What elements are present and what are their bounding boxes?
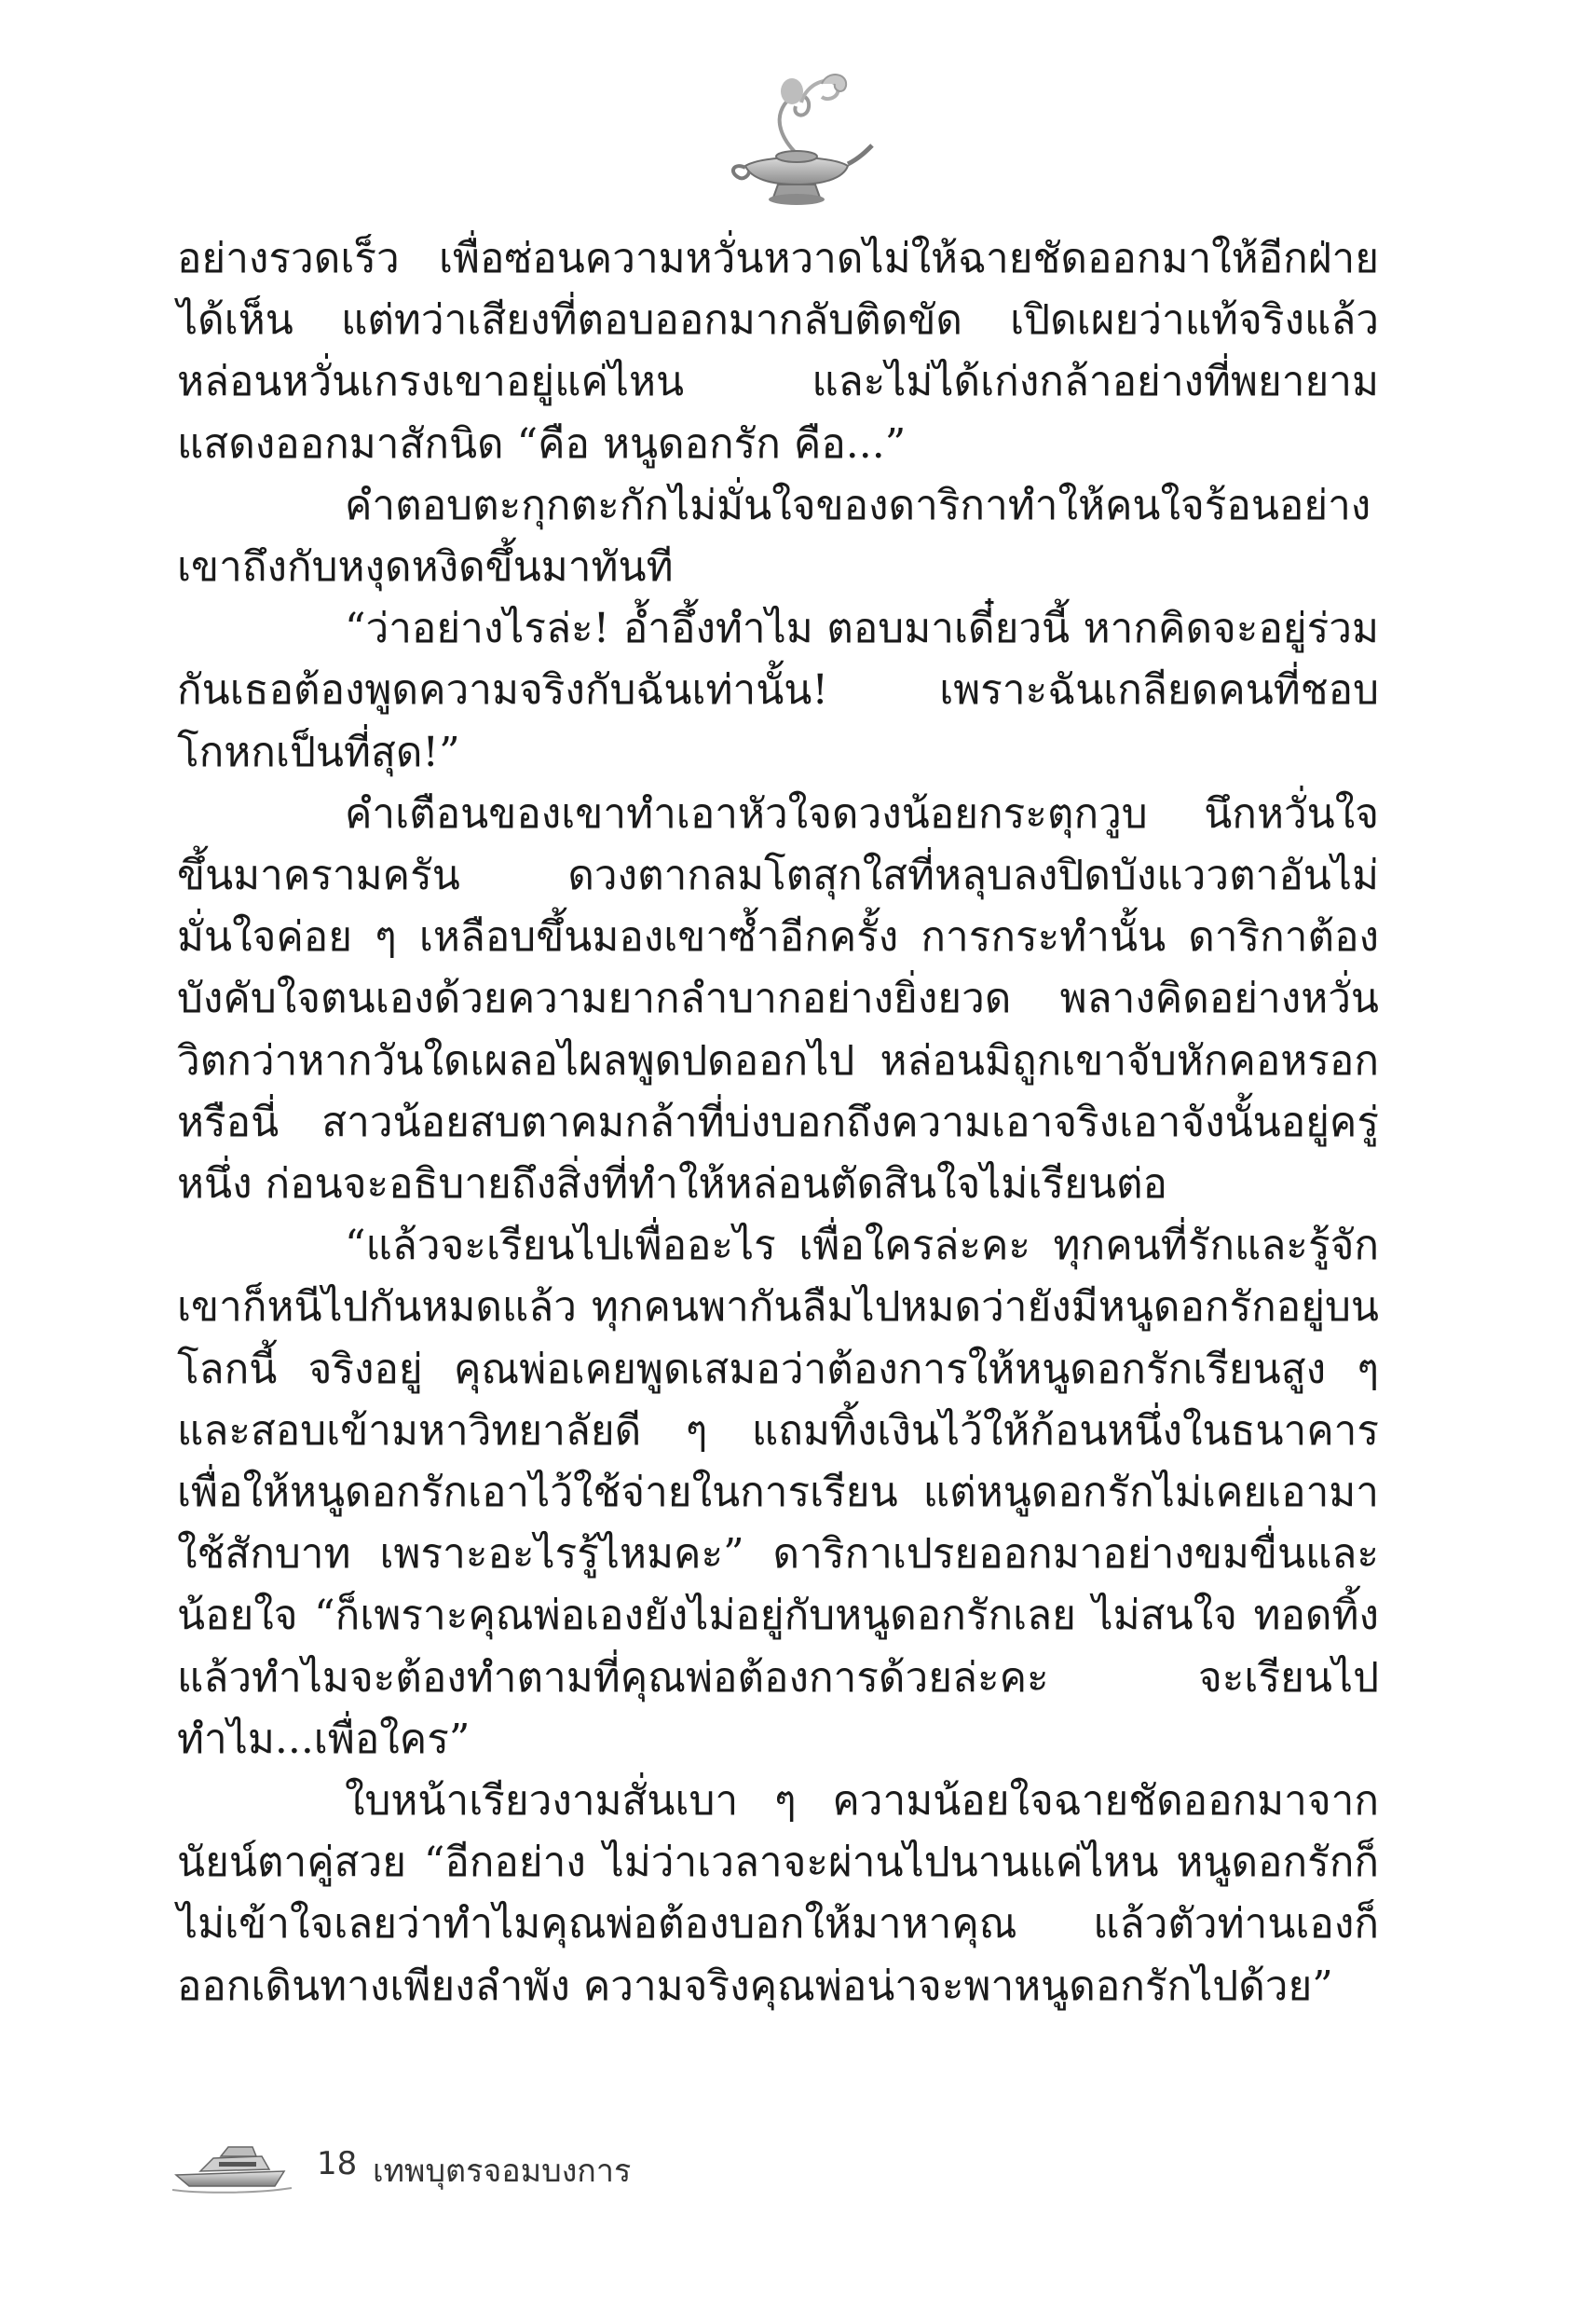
genie-lamp-icon [717,65,876,219]
page-number: 18 [317,2145,358,2182]
yacht-icon [172,2140,293,2195]
paragraph-2: คำตอบตะกุกตะกักไม่มั่นใจของดาริกาทำให้คนใจร้อนอย่างเขาถึงกับหงุดหงิดขึ้นมาทันที [177,481,1371,592]
paragraph-5: “แล้วจะเรียนไปเพื่ออะไร เพื่อใครล่ะคะ ทุกคนที่รักและรู้จักเขาก็หนีไปกันหมดแล้ว ทุกคนพากันลืมไปหมดว่ายังมีหนูดอกรักอยู่บนโลกนี้ จริงอยู่ คุณพ่อเคยพูดเสมอว่าต้องการให้หนูดอกรักเรียนสูง ๆ และสอบเข้ามหาวิทยาลัยดี ๆ แถมทิ้งเงินไว้ให้ก้อนหนึ่งในธนาคารเพื่อให้หนูดอกรักเอาไว้ใช้จ่ายในการเรียน แต่หนูดอกรักไม่เคยเอามาใช้สักบาท เพราะอะไรรู้ไหมคะ” ดาริกาเปรยออกมาอย่างขมขื่นและน้อยใจ “ก็เพราะคุณพ่อเองยังไม่อยู่กับหนูดอกรักเลย ไม่สนใจ ทอดทิ้ง แล้วทำไมจะต้องทำตามที่คุณพ่อต้องการด้วยล่ะคะ จะเรียนไปทำไม...เพื่อใคร” [177,1222,1379,1763]
page-footer [172,2134,825,2208]
paragraph-4: คำเตือนของเขาทำเอาหัวใจดวงน้อยกระตุกวูบ นึกหวั่นใจขึ้นมาครามครัน ดวงตากลมโตสุกใสที่หลุบลงปิดบังแววตาอันไม่มั่นใจค่อย ๆ เหลือบขึ้นมองเขาซ้ำอีกครั้ง การกระทำนั้น ดาริกาต้องบังคับใจตนเองด้วยความยากลำบากอย่างยิ่งยวด พลางคิดอย่างหวั่นวิตกว่าหากวันใดเผลอไผลพูดปดออกไป หล่อนมิถูกเขาจับหักคอหรอกหรือนี่ สาวน้อยสบตาคมกล้าที่บ่งบอกถึงความเอาจริงเอาจังนั้นอยู่ครู่หนึ่ง ก่อนจะอธิบายถึงสิ่งที่ทำให้หล่อนตัดสินใจไม่เรียนต่อ [177,789,1379,1209]
book-title: เทพบุตรจอมบงการ [373,2153,632,2190]
paragraph-1: อย่างรวดเร็ว เพื่อซ่อนความหวั่นหวาดไม่ให้ฉายชัดออกมาให้อีกฝ่ายได้เห็น แต่ทว่าเสียงที่ตอบออกมากลับติดขัด เปิดเผยว่าแท้จริงแล้วหล่อนหวั่นเกรงเขาอยู่แค่ไหน และไม่ได้เก่งกล้าอย่างที่พยายามแสดงออกมาสักนิด “คือ หนูดอกรัก คือ...” [177,235,1379,468]
body-text [177,228,1379,2017]
paragraph-6: ใบหน้าเรียวงามสั่นเบา ๆ ความน้อยใจฉายชัดออกมาจากนัยน์ตาคู่สวย “อีกอย่าง ไม่ว่าเวลาจะผ่านไปนานแค่ไหน หนูดอกรักก็ไม่เข้าใจเลยว่าทำไมคุณพ่อต้องบอกให้มาหาคุณ แล้วตัวท่านเองก็ออกเดินทางเพียงลำพัง ความจริงคุณพ่อน่าจะพาหนูดอกรักไปด้วย” [177,1777,1379,2010]
paragraph-3: “ว่าอย่างไรล่ะ! อ้ำอึ้งทำไม ตอบมาเดี๋ยวนี้ หากคิดจะอยู่ร่วมกันเธอต้องพูดความจริงกับฉันเท่านั้น! เพราะฉันเกลียดคนที่ชอบโกหกเป็นที่สุด!” [177,605,1379,776]
